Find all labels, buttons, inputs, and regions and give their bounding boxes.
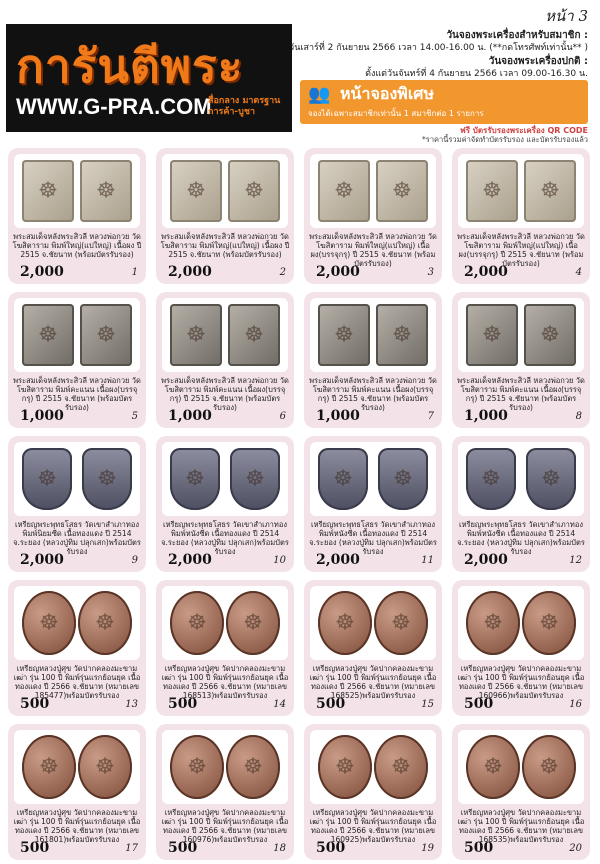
item-number: 15 — [421, 699, 434, 710]
amulet-card[interactable] — [304, 724, 442, 860]
amulet-front-image — [22, 591, 76, 655]
amulet-card[interactable] — [8, 580, 146, 716]
promo-title: หน้าจองพิเศษ — [340, 84, 434, 103]
amulet-photo — [162, 154, 288, 228]
qr-note-sub: *ราคานี้รวมค่าจัดทำบัตรรับรอง และบัตรรับรองแล้ว — [422, 135, 588, 144]
amulet-back-image — [226, 591, 280, 655]
item-number: 6 — [279, 411, 286, 422]
amulet-front-image — [22, 448, 72, 510]
amulet-description: เหรียญพระพุทธโสธร วัดเขาสำเภาทอง พิมพ์หนังซีด เนื้อทองแดง ปี 2514 จ.ระยอง (หลวงปู่ทิม ปลุกเสก)พร้อมบัตรรับรอง — [161, 520, 289, 556]
amulet-front-image — [318, 304, 370, 366]
amulet-back-image — [378, 448, 428, 510]
buddha-figure-icon: ☸ — [334, 322, 354, 348]
normal-booking-info — [288, 56, 588, 80]
member-booking-info — [288, 30, 588, 54]
amulet-card[interactable] — [156, 436, 294, 572]
amulet-back-image — [524, 160, 576, 222]
amulet-back-image — [526, 448, 576, 510]
amulet-front-image — [170, 591, 224, 655]
item-number: 14 — [273, 699, 286, 710]
amulet-front-image — [22, 160, 74, 222]
amulet-description: พระสมเด็จหลังพระสิวลี หลวงพ่อกวย วัดโฆสิตาราม พิมพ์ใหญ่(แปใหญ่) เนื้อผง(บรรจุกรุ) ปี 2515 จ.ชัยนาท (พร้อมบัตรรับรอง) — [457, 232, 585, 268]
item-number: 3 — [427, 267, 434, 278]
item-number: 9 — [131, 555, 138, 566]
amulet-photo — [14, 442, 140, 516]
amulet-front-image — [318, 160, 370, 222]
amulet-front-image — [466, 160, 518, 222]
amulet-description: เหรียญหลวงปู่ศุข วัดปากคลองมะขามเฒ่า รุ่น 100 ปี พิมพ์รุ่นแรกย้อนยุค เนื้อทองแดง ปี 2566 จ.ชัยนาท (หมายเลข 160966)พร้อมบัตรรับรอง — [457, 664, 585, 700]
amulet-description: เหรียญหลวงปู่ศุข วัดปากคลองมะขามเฒ่า รุ่น 100 ปี พิมพ์รุ่นแรกย้อนยุค เนื้อทองแดง ปี 2566 จ.ชัยนาท (หมายเลข 185477)พร้อมบัตรรับรอง — [13, 664, 141, 700]
amulet-back-image — [376, 304, 428, 366]
amulet-card[interactable] — [452, 292, 590, 428]
buddha-figure-icon: ☸ — [243, 754, 263, 780]
amulet-price: 2,000 — [20, 264, 64, 280]
amulet-back-image — [524, 304, 576, 366]
buddha-figure-icon: ☸ — [187, 610, 207, 636]
amulet-front-image — [318, 448, 368, 510]
amulet-card[interactable] — [8, 724, 146, 860]
item-number: 2 — [279, 267, 286, 278]
amulet-photo — [458, 730, 584, 804]
amulet-front-image — [170, 160, 222, 222]
amulet-front-image — [466, 735, 520, 799]
amulet-description: เหรียญหลวงปู่ศุข วัดปากคลองมะขามเฒ่า รุ่น 100 ปี พิมพ์รุ่นแรกย้อนยุค เนื้อทองแดง ปี 2566 จ.ชัยนาท (หมายเลข 168513)พร้อมบัตรรับรอง — [161, 664, 289, 700]
amulet-front-image — [466, 448, 516, 510]
amulet-card[interactable] — [304, 292, 442, 428]
amulet-photo — [310, 154, 436, 228]
amulet-card[interactable] — [156, 724, 294, 860]
buddha-figure-icon: ☸ — [483, 610, 503, 636]
buddha-figure-icon: ☸ — [186, 178, 206, 204]
amulet-back-image — [78, 735, 132, 799]
promo-subtitle: จองได้เฉพาะสมาชิกเท่านั้น 1 สมาชิกต่อ 1 รายการ — [308, 109, 484, 118]
amulet-photo — [458, 298, 584, 372]
buddha-figure-icon: ☸ — [187, 754, 207, 780]
amulet-card[interactable] — [8, 436, 146, 572]
normal-heading: วันจองพระเครื่องปกติ : — [488, 56, 588, 67]
people-icon: 👥 — [308, 84, 329, 105]
amulet-card[interactable] — [452, 148, 590, 284]
buddha-figure-icon: ☸ — [38, 322, 58, 348]
amulet-back-image — [374, 735, 428, 799]
buddha-figure-icon: ☸ — [244, 178, 264, 204]
qr-note — [368, 126, 588, 144]
amulet-price: 2,000 — [20, 552, 64, 568]
amulet-card[interactable] — [452, 436, 590, 572]
item-number: 12 — [569, 555, 582, 566]
normal-time: ตั้งแต่วันจันทร์ที่ 4 กันยายน 2566 เวลา 09.00-16.30 น. — [365, 69, 588, 79]
buddha-figure-icon: ☸ — [393, 466, 413, 492]
amulet-front-image — [170, 448, 220, 510]
amulet-price: 500 — [168, 696, 198, 712]
buddha-figure-icon: ☸ — [335, 754, 355, 780]
logo — [6, 24, 292, 132]
amulet-description: เหรียญพระพุทธโสธร วัดเขาสำเภาทอง พิมพ์นิยมซีด เนื้อทองแดง ปี 2514 จ.ระยอง (หลวงปู่ทิม ปลุกเสก)พร้อมบัตรรับรอง — [13, 520, 141, 556]
amulet-card[interactable] — [452, 724, 590, 860]
amulet-photo — [162, 730, 288, 804]
special-booking-banner — [300, 80, 588, 124]
amulet-price: 2,000 — [316, 552, 360, 568]
buddha-figure-icon: ☸ — [392, 178, 412, 204]
item-number: 19 — [421, 843, 434, 854]
logo-title: การันตีพระ — [16, 39, 244, 93]
buddha-figure-icon: ☸ — [243, 610, 263, 636]
qr-note-title: ฟรี บัตรรับรองพระเครื่อง QR CODE — [460, 126, 588, 135]
amulet-back-image — [374, 591, 428, 655]
amulet-back-image — [228, 160, 280, 222]
amulet-price: 1,000 — [316, 408, 360, 424]
buddha-figure-icon: ☸ — [245, 466, 265, 492]
amulet-card[interactable] — [156, 148, 294, 284]
logo-url: WWW.G-PRA.COM — [16, 94, 212, 119]
buddha-figure-icon: ☸ — [244, 322, 264, 348]
amulet-front-image — [22, 735, 76, 799]
buddha-figure-icon: ☸ — [482, 178, 502, 204]
logo-tagline: สื่อกลาง มาตรฐาน การค้า-บูชา — [208, 96, 281, 117]
amulet-photo — [458, 586, 584, 660]
amulet-front-image — [170, 735, 224, 799]
buddha-figure-icon: ☸ — [185, 466, 205, 492]
amulet-card[interactable] — [304, 148, 442, 284]
amulet-price: 2,000 — [464, 552, 508, 568]
buddha-figure-icon: ☸ — [95, 610, 115, 636]
amulet-price: 1,000 — [168, 408, 212, 424]
amulet-price: 2,000 — [316, 264, 360, 280]
amulet-description: พระสมเด็จหลังพระสิวลี หลวงพ่อกวย วัดโฆสิตาราม พิมพ์คะแนน เนื้อผง(บรรจุกรุ) ปี 2515 จ.ชัยนาท (พร้อมบัตรรับรอง) — [161, 376, 289, 412]
amulet-back-image — [82, 448, 132, 510]
amulet-card[interactable] — [156, 292, 294, 428]
amulet-description: พระสมเด็จหลังพระสิวลี หลวงพ่อกวย วัดโฆสิตาราม พิมพ์ใหญ่(แปใหญ่) เนื้อผง ปี 2515 จ.ชัยนาท (พร้อมบัตรรับรอง) — [12, 232, 142, 259]
buddha-figure-icon: ☸ — [334, 178, 354, 204]
amulet-back-image — [80, 160, 132, 222]
amulet-price: 2,000 — [168, 264, 212, 280]
amulet-price: 500 — [20, 696, 50, 712]
amulet-description: เหรียญพระพุทธโสธร วัดเขาสำเภาทอง พิมพ์หนังซีด เนื้อทองแดง ปี 2514 จ.ระยอง (หลวงปู่ทิม ปลุกเสก)พร้อมบัตรรับรอง — [457, 520, 585, 556]
item-number: 16 — [569, 699, 582, 710]
amulet-photo — [14, 586, 140, 660]
member-time: วันเสาร์ที่ 2 กันยายน 2566 เวลา 14.00-16.00 น. (**กดโทรศัพท์เท่านั้น** ) — [289, 43, 588, 53]
amulet-description: พระสมเด็จหลังพระสิวลี หลวงพ่อกวย วัดโฆสิตาราม พิมพ์คะแนน เนื้อผง(บรรจุกรุ) ปี 2515 จ.ชัยนาท (พร้อมบัตรรับรอง) — [309, 376, 437, 412]
item-number: 1 — [131, 267, 138, 278]
buddha-figure-icon: ☸ — [96, 322, 116, 348]
amulet-front-image — [318, 735, 372, 799]
amulet-front-image — [318, 591, 372, 655]
amulet-back-image — [228, 304, 280, 366]
buddha-figure-icon: ☸ — [186, 322, 206, 348]
buddha-figure-icon: ☸ — [39, 754, 59, 780]
amulet-description: เหรียญหลวงปู่ศุข วัดปากคลองมะขามเฒ่า รุ่น 100 ปี พิมพ์รุ่นแรกย้อนยุค เนื้อทองแดง ปี 2566 จ.ชัยนาท (หมายเลข 161801)พร้อมบัตรรับรอง — [13, 808, 141, 844]
item-number: 8 — [575, 411, 582, 422]
amulet-card[interactable] — [156, 580, 294, 716]
buddha-figure-icon: ☸ — [96, 178, 116, 204]
buddha-figure-icon: ☸ — [540, 322, 560, 348]
amulet-back-image — [522, 591, 576, 655]
buddha-figure-icon: ☸ — [481, 466, 501, 492]
amulet-price: 1,000 — [464, 408, 508, 424]
amulet-photo — [310, 586, 436, 660]
item-number: 11 — [421, 555, 434, 566]
amulet-photo — [162, 298, 288, 372]
amulet-description: เหรียญหลวงปู่ศุข วัดปากคลองมะขามเฒ่า รุ่น 100 ปี พิมพ์รุ่นแรกย้อนยุค เนื้อทองแดง ปี 2566 จ.ชัยนาท (หมายเลข 168525)พร้อมบัตรรับรอง — [309, 664, 437, 700]
item-number: 13 — [125, 699, 138, 710]
amulet-description: เหรียญหลวงปู่ศุข วัดปากคลองมะขามเฒ่า รุ่น 100 ปี พิมพ์รุ่นแรกย้อนยุค เนื้อทองแดง ปี 2566 จ.ชัยนาท (หมายเลข 168535)พร้อมบัตรรับรอง — [457, 808, 585, 844]
amulet-photo — [310, 730, 436, 804]
item-number: 4 — [575, 267, 582, 278]
amulet-description: เหรียญหลวงปู่ศุข วัดปากคลองมะขามเฒ่า รุ่น 100 ปี พิมพ์รุ่นแรกย้อนยุค เนื้อทองแดง ปี 2566 จ.ชัยนาท (หมายเลข 160925)พร้อมบัตรรับรอง — [309, 808, 437, 844]
buddha-figure-icon: ☸ — [541, 466, 561, 492]
page-number: หน้า 3 — [545, 7, 588, 25]
amulet-description: เหรียญหลวงปู่ศุข วัดปากคลองมะขามเฒ่า รุ่น 100 ปี พิมพ์รุ่นแรกย้อนยุค เนื้อทองแดง ปี 2566 จ.ชัยนาท (หมายเลข 160976)พร้อมบัตรรับรอง — [161, 808, 289, 844]
buddha-figure-icon: ☸ — [539, 610, 559, 636]
amulet-photo — [162, 442, 288, 516]
amulet-card[interactable] — [304, 436, 442, 572]
item-number: 18 — [273, 843, 286, 854]
item-number: 10 — [273, 555, 286, 566]
amulet-front-image — [466, 591, 520, 655]
amulet-photo — [458, 442, 584, 516]
buddha-figure-icon: ☸ — [540, 178, 560, 204]
amulet-description: เหรียญพระพุทธโสธร วัดเขาสำเภาทอง พิมพ์หนังซีด เนื้อทองแดง ปี 2514 จ.ระยอง (หลวงปู่ทิม ปลุกเสก)พร้อมบัตรรับรอง — [309, 520, 437, 556]
amulet-price: 2,000 — [464, 264, 508, 280]
buddha-figure-icon: ☸ — [483, 754, 503, 780]
buddha-figure-icon: ☸ — [97, 466, 117, 492]
buddha-figure-icon: ☸ — [38, 178, 58, 204]
amulet-photo — [14, 154, 140, 228]
item-number: 7 — [427, 411, 434, 422]
item-number: 5 — [131, 411, 138, 422]
amulet-photo — [310, 298, 436, 372]
amulet-back-image — [376, 160, 428, 222]
amulet-front-image — [170, 304, 222, 366]
item-number: 20 — [569, 843, 582, 854]
amulet-card[interactable] — [304, 580, 442, 716]
amulet-front-image — [466, 304, 518, 366]
amulet-price: 500 — [464, 840, 494, 856]
amulet-back-image — [230, 448, 280, 510]
amulet-description: พระสมเด็จหลังพระสิวลี หลวงพ่อกวย วัดโฆสิตาราม พิมพ์ใหญ่(แปใหญ่) เนื้อผง ปี 2515 จ.ชัยนาท (พร้อมบัตรรับรอง) — [160, 232, 290, 259]
amulet-price: 500 — [464, 696, 494, 712]
amulet-back-image — [226, 735, 280, 799]
amulet-card[interactable] — [8, 148, 146, 284]
amulet-price: 1,000 — [20, 408, 64, 424]
item-number: 17 — [125, 843, 138, 854]
amulet-photo — [310, 442, 436, 516]
amulet-price: 500 — [20, 840, 50, 856]
amulet-back-image — [78, 591, 132, 655]
buddha-figure-icon: ☸ — [335, 610, 355, 636]
buddha-figure-icon: ☸ — [37, 466, 57, 492]
buddha-figure-icon: ☸ — [95, 754, 115, 780]
amulet-price: 500 — [316, 696, 346, 712]
amulet-description: พระสมเด็จหลังพระสิวลี หลวงพ่อกวย วัดโฆสิตาราม พิมพ์คะแนน เนื้อผง(บรรจุกรุ) ปี 2515 จ.ชัยนาท (พร้อมบัตรรับรอง) — [457, 376, 585, 412]
amulet-card[interactable] — [452, 580, 590, 716]
amulet-description: พระสมเด็จหลังพระสิวลี หลวงพ่อกวย วัดโฆสิตาราม พิมพ์คะแนน เนื้อผง(บรรจุกรุ) ปี 2515 จ.ชัยนาท (พร้อมบัตรรับรอง) — [13, 376, 141, 412]
buddha-figure-icon: ☸ — [39, 610, 59, 636]
buddha-figure-icon: ☸ — [391, 754, 411, 780]
member-heading: วันจองพระเครื่องสำหรับสมาชิก : — [446, 30, 588, 41]
amulet-back-image — [80, 304, 132, 366]
amulet-front-image — [22, 304, 74, 366]
amulet-price: 2,000 — [168, 552, 212, 568]
amulet-description: พระสมเด็จหลังพระสิวลี หลวงพ่อกวย วัดโฆสิตาราม พิมพ์ใหญ่(แปใหญ่) เนื้อผง(บรรจุกรุ) ปี 2515 จ.ชัยนาท (พร้อมบัตรรับรอง) — [309, 232, 437, 268]
amulet-back-image — [522, 735, 576, 799]
buddha-figure-icon: ☸ — [333, 466, 353, 492]
amulet-price: 500 — [316, 840, 346, 856]
buddha-figure-icon: ☸ — [391, 610, 411, 636]
amulet-price: 500 — [168, 840, 198, 856]
amulet-photo — [14, 298, 140, 372]
amulet-card[interactable] — [8, 292, 146, 428]
amulet-photo — [162, 586, 288, 660]
buddha-figure-icon: ☸ — [392, 322, 412, 348]
buddha-figure-icon: ☸ — [539, 754, 559, 780]
amulet-photo — [14, 730, 140, 804]
buddha-figure-icon: ☸ — [482, 322, 502, 348]
amulet-photo — [458, 154, 584, 228]
